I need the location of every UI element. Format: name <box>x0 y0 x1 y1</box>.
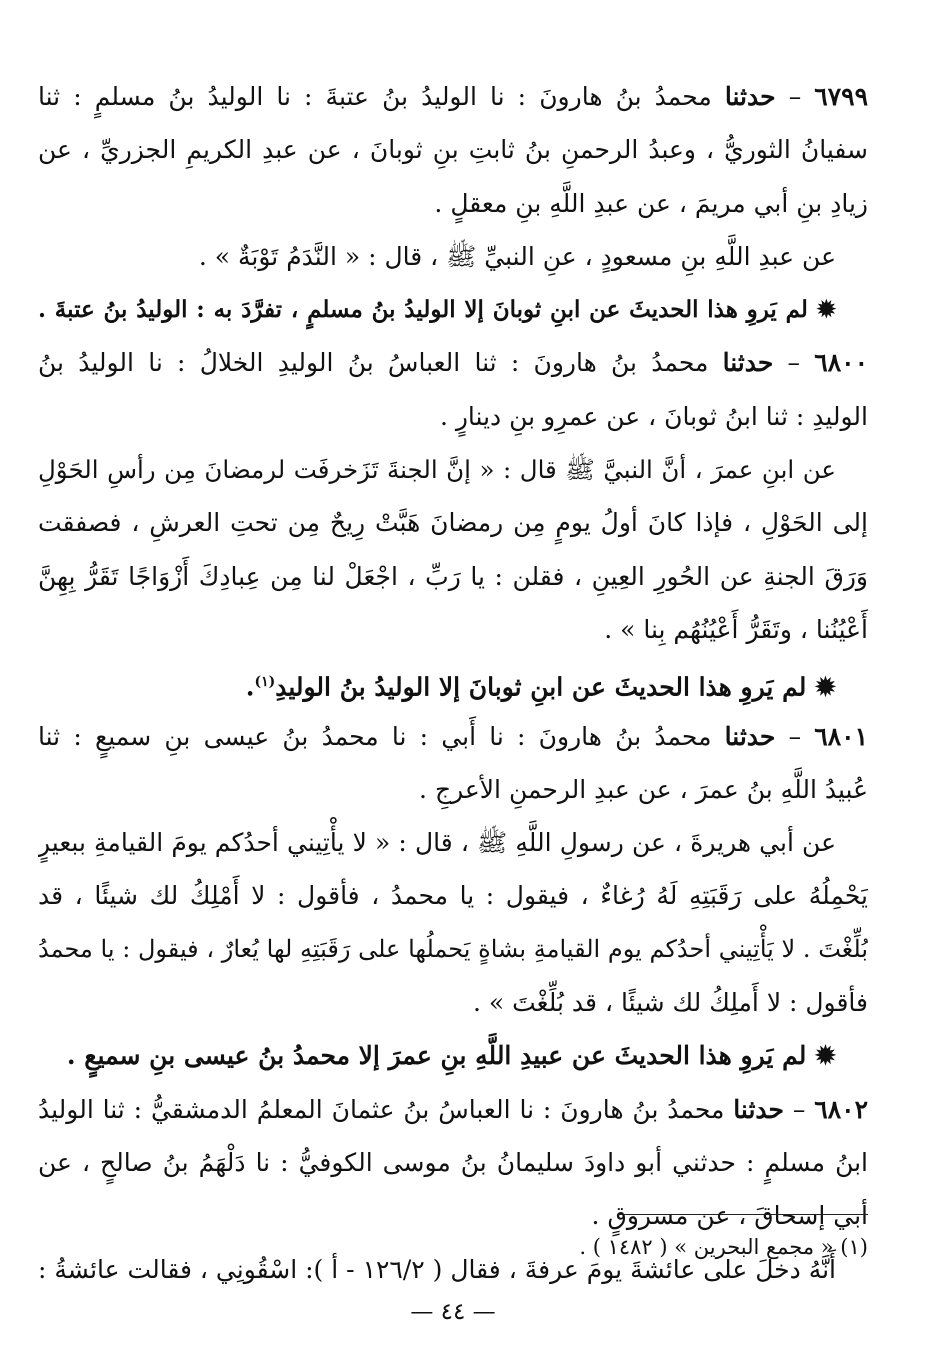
commentary-note: ✹ لم يَروِ هذا الحديثَ عن عبيدِ اللَّهِ بنِ عمرَ إلا محمدُ بنُ عيسى بنِ سميعٍ . <box>66 1041 836 1071</box>
hadith-opening: حدثنا <box>724 82 776 111</box>
text-line: سفيانُ الثوريُّ ، وعبدُ الرحمنِ بنُ ثابتِ بنِ ثوبانَ ، عن عبدِ الكريمِ الجزريِّ ، عن <box>38 135 868 165</box>
footnote: (١) « مجمع البحرين » ( ١٤٨٢ ) . <box>579 1235 868 1259</box>
text-line: فأقول : لا أَملِكُ لك شيئًا ، قد بُلِّغْتَ » . <box>473 988 868 1018</box>
page-number: — ٤٤ — <box>410 1299 496 1325</box>
hadith-number: ٦٨٠٢ <box>814 1094 868 1124</box>
commentary-note: ✹ لم يَروِ هذا الحديثَ عن ابنِ ثوبانَ إلا الوليدُ بنُ مسلمٍ ، تفرَّدَ به : الوليدُ بنُ عتبةَ . <box>38 296 836 324</box>
matn-line: عن أبي هريرةَ ، عن رسولِ اللَّهِ ﷺ ، قال : « لا يأْتِيني أحدُكم يومَ القيامةِ ببعيرٍ <box>38 828 836 858</box>
matn-line: عن ابنِ عمرَ ، أنَّ النبيَّ ﷺ قال : « إنَّ الجنةَ تَزَخرفَت لرمضانَ مِن رأسِ الحَوْلِ <box>38 455 836 485</box>
hadith-opening: حدثنا <box>724 721 776 751</box>
text-line: ابنُ مسلمٍ : حدثني أبو داودَ سليمانُ بنُ موسى الكوفيُّ : نا دَلْهَمُ بنُ صالحٍ ، عن <box>38 1147 868 1177</box>
hadith-opening: حدثنا <box>722 348 774 378</box>
text-line: إلى الحَوْلِ ، فإذا كانَ أولُ يومٍ مِن رمضانَ هَبَّتْ رِيحٌ مِن تحتِ العرشِ ، فصفقت <box>38 508 868 538</box>
hadith-6801-line-1: ٦٨٠١ – حدثنا محمدُ بنُ هارونَ : نا أَبي : نا محمدُ بنُ عيسى بنِ سميعٍ : ثنا <box>38 721 868 751</box>
hadith-number: ٦٨٠٠ <box>814 348 868 378</box>
text-line: أَعْيُنُنا ، وتَقَرُّ أَعْيُنُهُم بِنا » . <box>604 614 868 644</box>
page-body <box>38 70 868 1360</box>
matn-line: أَنَّهُ دخلَ على عائشةَ يومَ عرفةَ ، فقال ( ١٢٦/٢ - أ ): اسْقُونِي ، فقالت عائشةُ : <box>38 1254 836 1284</box>
commentary-note: ✹ لم يَروِ هذا الحديثَ عن ابنِ ثوبانَ إلا الوليدُ بنُ الوليدِ$^{(١)}$. <box>245 672 836 702</box>
hadith-number: ٦٧٩٩ <box>814 82 868 111</box>
text-line: يَحْمِلُهُ على رَقَبَتِهِ لَهُ رُغاءٌ ، فيقول : يا محمدُ ، فأقول : لا أَمْلِكُ لك شيئًا ، قد <box>38 881 868 911</box>
hadith-opening: حدثنا <box>733 1094 784 1124</box>
hadith-6802-line-1: ٦٨٠٢ – حدثنا محمدُ بنُ هارونَ : نا العباسُ بنُ عثمانَ المعلمُ الدمشقيُّ : ثنا الوليدُ <box>38 1094 868 1124</box>
hadith-6799-line-1: ٦٧٩٩ – حدثنا محمدُ بنُ هارونَ : نا الوليدُ بنُ عتبةَ : نا الوليدُ بنُ مسلمٍ : ثنا <box>38 82 868 111</box>
footnote-marker: (١) <box>254 674 276 691</box>
text-line: أبي إسحاقَ ، عن مسروقٍ . <box>591 1201 868 1231</box>
text-line: زيادِ بنِ أبي مريمَ ، عن عبدِ اللَّهِ بنِ معقلٍ . <box>434 188 868 218</box>
matn-line: عن عبدِ اللَّهِ بنِ مسعودٍ ، عنِ النبيِّ ﷺ ، قال : « النَّدَمُ تَوْبَةٌ » . <box>198 241 836 271</box>
hadith-6800-line-1: ٦٨٠٠ – حدثنا محمدُ بنُ هارونَ : ثنا العباسُ بنُ الوليدِ الخلالُ : نا الوليدُ بنُ <box>38 348 868 378</box>
text-line: الوليدِ : ثنا ابنُ ثوبانَ ، عن عمرِو بنِ دينارٍ . <box>439 401 868 431</box>
hadith-number: ٦٨٠١ <box>814 721 868 751</box>
text-line: بُلِّغْتَ . لا يَأْتِيني أحدُكم يوم القيامةِ بشاةٍ يَحملُها على رَقَبَتِهِ لها يُعارٌ ، فيقول : يا محمدُ <box>38 934 868 963</box>
text-line: وَرَقَ الجنةِ عن الحُورِ العِينِ ، فقلن : يا رَبِّ ، اجْعَلْ لنا مِن عِبادِكَ أَزْوَاجًا تَقَرُّ بِهِنَّ <box>38 561 868 591</box>
text-line: عُبيدُ اللَّهِ بنُ عمرَ ، عن عبدِ الرحمنِ الأعرجِ . <box>419 774 868 804</box>
footnote-divider <box>618 1214 868 1215</box>
